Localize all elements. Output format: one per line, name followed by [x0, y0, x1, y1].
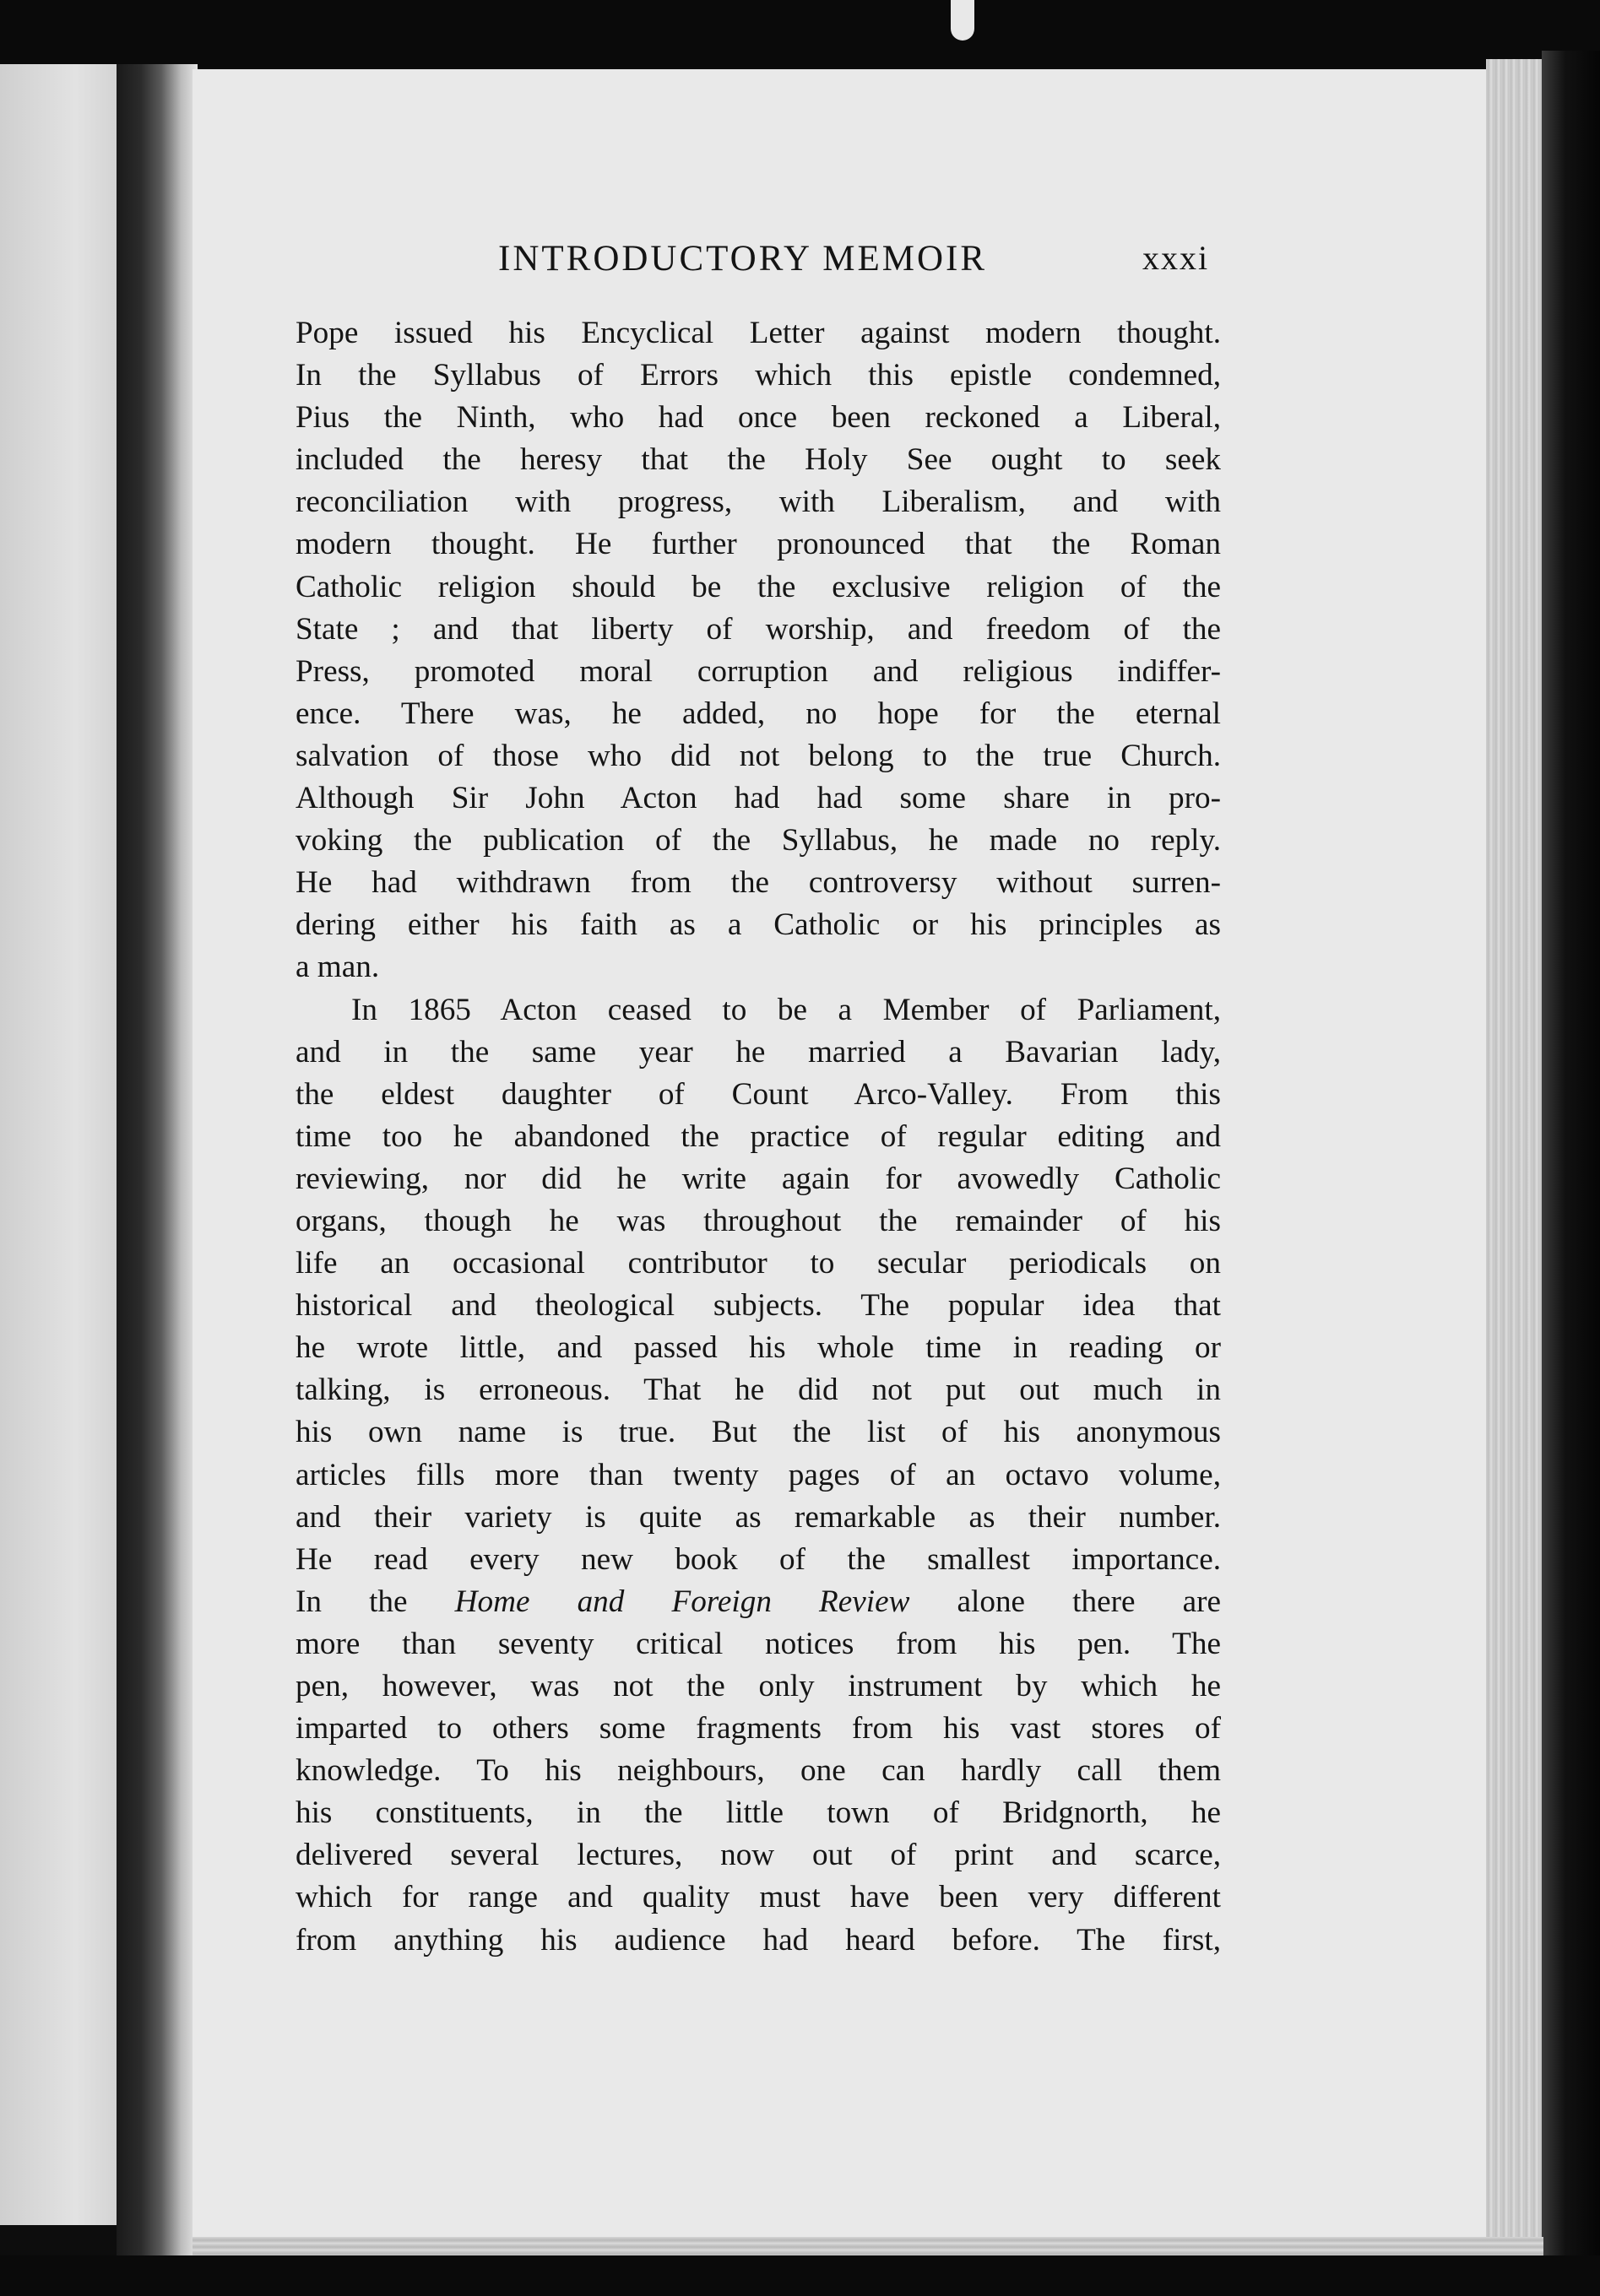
text-line: life an occasional contributor to secular periodicals on [296, 1246, 1221, 1281]
text-line: voking the publication of the Syllabus, he made no reply. [296, 823, 1221, 858]
text-line: his own name is true. But the list of his anonymous [296, 1415, 1221, 1450]
text-line: included the heresy that the Holy See ought to seek [296, 442, 1221, 478]
text-line: Press, promoted moral corruption and religious indiffer- [296, 653, 1221, 689]
text-segment: alone there are [957, 1584, 1222, 1619]
text-line: Catholic religion should be the exclusive religion of the [296, 569, 1221, 604]
text-line: he wrote little, and passed his whole time in reading or [296, 1330, 1221, 1366]
book-gutter-shadow [117, 64, 198, 2259]
text-line: In the Syllabus of Errors which this epistle condemned, [296, 358, 1221, 393]
text-line: Although Sir John Acton had had some share in pro- [296, 781, 1221, 816]
text-line: He had withdrawn from the controversy without surren- [296, 865, 1221, 901]
text-line: State ; and that liberty of worship, and freedom of the [296, 611, 1221, 647]
text-line: articles fills more than twenty pages of an octavo volume, [296, 1457, 1221, 1492]
text-line: ence. There was, he added, no hope for the eternal [296, 696, 1221, 731]
text-line: reviewing, nor did he write again for avowedly Catholic [296, 1161, 1221, 1196]
text-line: the eldest daughter of Count Arco-Valley. From this [296, 1076, 1221, 1112]
text-line: pen, however, was not the only instrument by which he [296, 1669, 1221, 1703]
text-line: In 1865 Acton ceased to be a Member of Parliament, [351, 992, 1221, 1027]
text-line: imparted to others some fragments from his vast stores of [296, 1711, 1221, 1746]
page-stack-edge [1486, 59, 1545, 2262]
text-line: Pius the Ninth, who had once been reckoned a Liberal, [296, 400, 1221, 436]
scan-bottom-border [0, 2255, 1600, 2296]
text-line: reconciliation with progress, with Liberalism, and with [296, 485, 1221, 520]
text-line: which for range and quality must have been very different [296, 1880, 1221, 1915]
text-line: more than seventy critical notices from his pen. The [296, 1626, 1221, 1661]
scan-top-border [0, 0, 1600, 68]
text-line: his constituents, in the little town of Bridgnorth, he [296, 1795, 1221, 1831]
text-line: and their variety is quite as remarkable as their number. [296, 1499, 1221, 1535]
text-line: talking, is erroneous. That he did not put out much in [296, 1373, 1221, 1408]
text-line: Pope issued his Encyclical Letter against modern thought. [296, 316, 1221, 350]
scan-right-border [1542, 51, 1600, 2296]
text-segment: In the [296, 1584, 408, 1619]
text-line: historical and theological subjects. The popular idea that [296, 1288, 1221, 1324]
text-line: organs, though he was throughout the remainder of his [296, 1203, 1221, 1238]
text-line: salvation of those who did not belong to the true Church. [296, 738, 1221, 773]
page-number: xxxi [1142, 239, 1210, 277]
periodical-title: Home and Foreign Review [454, 1584, 910, 1619]
text-line: delivered several lectures, now out of print and scarce, [296, 1838, 1221, 1873]
text-line: modern thought. He further pronounced that the Roman [296, 527, 1221, 562]
text-line: knowledge. To his neighbours, one can hardly call them [296, 1753, 1221, 1789]
text-line: a man. [296, 950, 380, 985]
scan-clip-mark [951, 0, 974, 41]
text-line: and in the same year he married a Bavarian lady, [296, 1034, 1221, 1069]
facing-page-edge [0, 64, 127, 2225]
text-line: time too he abandoned the practice of regular editing and [296, 1118, 1221, 1154]
running-title: INTRODUCTORY MEMOIR [498, 239, 988, 279]
text-line-with-title [296, 1581, 1221, 1623]
text-line: He read every new book of the smallest importance. [296, 1541, 1221, 1577]
text-line: from anything his audience had heard before. The first, [296, 1922, 1221, 1958]
body-text [296, 312, 1221, 1962]
text-line: dering either his faith as a Catholic or his principles as [296, 907, 1221, 943]
running-header [296, 238, 1224, 289]
